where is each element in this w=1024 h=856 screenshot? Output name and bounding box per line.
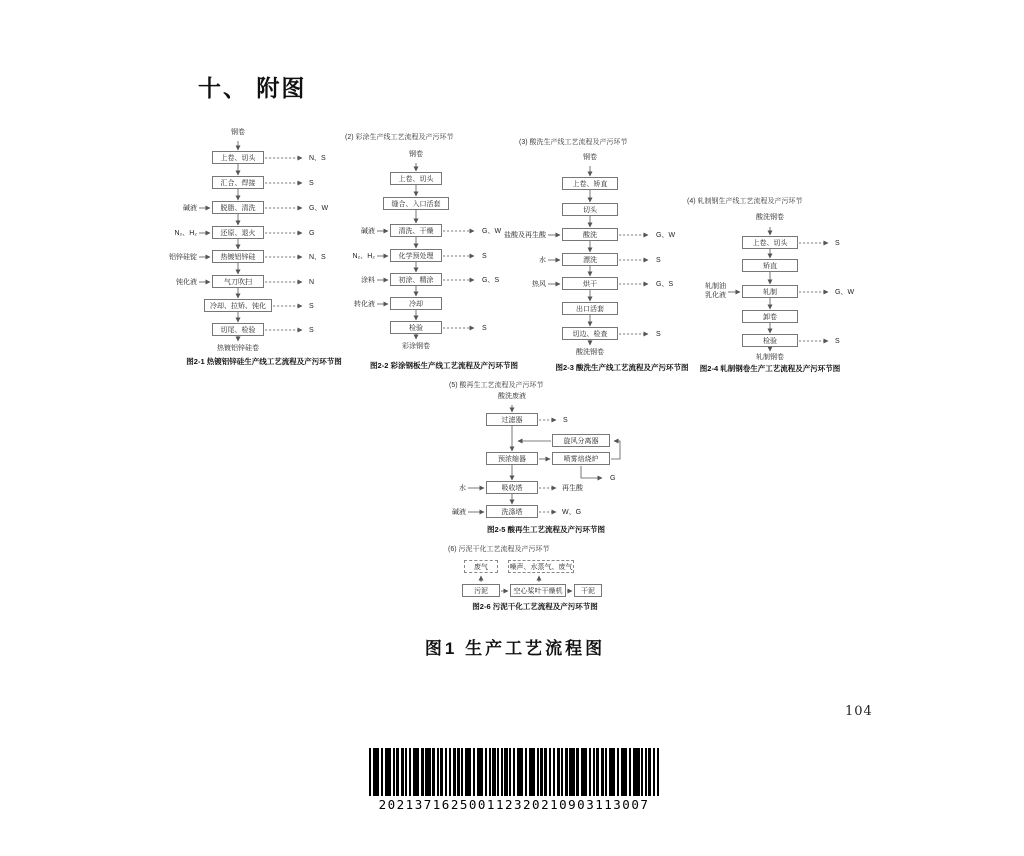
chart2-step-1: 上卷、切头 [390, 172, 442, 185]
barcode-digits: 202137162500112320210903113007 [378, 797, 650, 812]
chart4-step-1: 上卷、切头 [742, 236, 798, 249]
chart5-output-regen-acid: 再生酸 [562, 485, 583, 492]
chart4-subtitle: (4) 轧制钢生产线工艺流程及产污环节 [687, 198, 803, 205]
chart5-preconcentrator-box: 预浓缩器 [486, 452, 538, 465]
chart1-sink: 热镀铝锌硅卷 [217, 345, 259, 352]
chart4-input-line1: 轧制油 [705, 283, 726, 290]
page-number: 104 [845, 704, 873, 719]
chart2-step-4: 化学预处理 [390, 249, 442, 262]
chart6-emission-left-box: 废气 [464, 560, 498, 573]
chart1-input-4: 钝化液 [176, 279, 197, 286]
chart4-step-5: 检验 [742, 334, 798, 347]
chart1-input-1: 碱液 [183, 205, 197, 212]
chart4-step-2: 矫直 [742, 259, 798, 272]
chart1-output-6: N [309, 279, 315, 286]
chart4-output-2: G、W [835, 289, 855, 296]
chart5-output-wg: W、G [562, 509, 582, 516]
chart2-step-5: 初涂、精涂 [390, 273, 442, 286]
chart5-roaster-box: 喷雾焙烧炉 [552, 452, 610, 465]
chart1-output-5: N、S [309, 254, 326, 261]
chart3-output-1: G、W [656, 232, 676, 239]
chart1-output-8: S [309, 327, 314, 334]
chart1-source: 钢卷 [231, 129, 245, 136]
figure-caption: 图1 生产工艺流程图 [424, 639, 606, 658]
chart3-output-2: S [656, 257, 661, 264]
chart2-subtitle: (2) 彩涂生产线工艺流程及产污环节 [345, 134, 454, 141]
chart6-dry-sludge-box: 干泥 [574, 584, 602, 597]
chart4-step-4: 卸卷 [742, 310, 798, 323]
chart1-output-4: G [309, 230, 315, 237]
chart3-subtitle: (3) 酸洗生产线工艺流程及产污环节 [519, 139, 628, 146]
chart5-absorber-box: 吸收塔 [486, 481, 538, 494]
chart1-input-2: N₂、H₂ [174, 230, 197, 237]
chart5-output-s: S [563, 417, 568, 424]
chart4-sink: 轧制钢卷 [756, 354, 784, 361]
chart3-caption: 图2-3 酸洗生产线工艺流程及产污环节图 [555, 363, 689, 372]
chart1-output-7: S [309, 303, 314, 310]
chart2-input-3: 涂料 [361, 277, 375, 284]
chart5-input-alkali: 碱液 [452, 509, 466, 516]
chart2-step-3: 清洗、干燥 [390, 224, 442, 237]
section-title: 十、 附图 [198, 75, 307, 101]
chart3-step-4: 漂洗 [562, 253, 618, 266]
chart2-input-4: 转化液 [354, 301, 375, 308]
chart5-filter-box: 过滤器 [486, 413, 538, 426]
chart1-output-2: S [309, 180, 314, 187]
chart4-input-line2: 乳化液 [705, 292, 726, 299]
chart6-caption: 图2-6 污泥干化工艺流程及产污环节图 [472, 602, 598, 611]
chart2-caption: 图2-2 彩涂钢板生产线工艺流程及产污环节图 [370, 361, 518, 370]
chart3-step-3: 酸洗 [562, 228, 618, 241]
chart3-step-1: 上卷、矫直 [562, 177, 618, 190]
chart2-sink: 彩涂钢卷 [402, 343, 430, 350]
chart6-dryer-box: 空心桨叶干燥机 [510, 584, 566, 597]
chart3-source: 钢卷 [583, 154, 597, 161]
chart3-output-4: S [656, 331, 661, 338]
chart2-source: 钢卷 [409, 151, 423, 158]
chart6-emission-right-box: 噪声、水蒸气、废气 [508, 560, 574, 573]
chart3-input-2: 水 [539, 257, 546, 264]
chart3-step-2: 切头 [562, 203, 618, 216]
chart4-step-3: 轧制 [742, 285, 798, 298]
chart2-output-1: G、W [482, 228, 502, 235]
chart1-output-1: N、S [309, 155, 326, 162]
chart1-step-2: 汇合、焊接 [212, 176, 264, 189]
chart1-output-3: G、W [309, 205, 329, 212]
chart1-step-7: 冷却、拉矫、钝化 [204, 299, 272, 312]
chart1-caption: 图2-1 热镀铝锌硅生产线工艺流程及产污环节图 [186, 357, 342, 366]
chart2-input-1: 碱液 [361, 228, 375, 235]
chart3-input-1: 盐酸及再生酸 [504, 232, 546, 239]
chart5-cyclone-box: 旋风分离器 [552, 434, 610, 447]
chart3-sink: 酸洗钢卷 [576, 349, 604, 356]
chart4-output-1: S [835, 240, 840, 247]
chart3-input-3: 热风 [532, 281, 546, 288]
chart5-caption: 图2-5 酸再生工艺流程及产污环节图 [487, 525, 605, 534]
chart1-step-3: 脱脂、清洗 [212, 201, 264, 214]
chart1-step-6: 气刀吹扫 [212, 275, 264, 288]
chart2-output-3: G、S [482, 277, 500, 284]
chart3-step-6: 出口活套 [562, 302, 618, 315]
chart5-output-g: G [610, 475, 616, 482]
chart2-step-2: 缝合、入口活套 [383, 197, 449, 210]
chart1-step-8: 切尾、检验 [212, 323, 264, 336]
chart2-output-2: S [482, 253, 487, 260]
chart6-subtitle: (6) 污泥干化工艺流程及产污环节 [448, 546, 550, 553]
chart5-scrubber-box: 洗涤塔 [486, 505, 538, 518]
chart4-caption: 图2-4 轧制钢卷生产工艺流程及产污环节图 [699, 364, 841, 373]
chart1-step-4: 还原、退火 [212, 226, 264, 239]
chart3-step-7: 切边、检查 [562, 327, 618, 340]
chart1-step-5: 热镀铝锌硅 [212, 250, 264, 263]
chart5-subtitle: (5) 酸再生工艺流程及产污环节 [449, 382, 544, 389]
chart5-source: 酸洗废液 [498, 393, 526, 400]
chart4-output-3: S [835, 338, 840, 345]
chart4-source: 酸洗钢卷 [756, 214, 784, 221]
chart2-step-7: 检验 [390, 321, 442, 334]
barcode [369, 748, 659, 812]
chart3-output-3: G、S [656, 281, 674, 288]
chart2-output-4: S [482, 325, 487, 332]
chart2-step-6: 冷却 [390, 297, 442, 310]
barcode-bars [369, 748, 659, 796]
chart6-sludge-box: 污泥 [462, 584, 500, 597]
chart1-step-1: 上卷、切头 [212, 151, 264, 164]
chart5-input-water: 水 [459, 485, 466, 492]
chart1-input-3: 铝锌硅锭 [169, 254, 197, 261]
chart3-step-5: 烘干 [562, 277, 618, 290]
chart2-input-2: N₂、H₂ [352, 253, 375, 260]
